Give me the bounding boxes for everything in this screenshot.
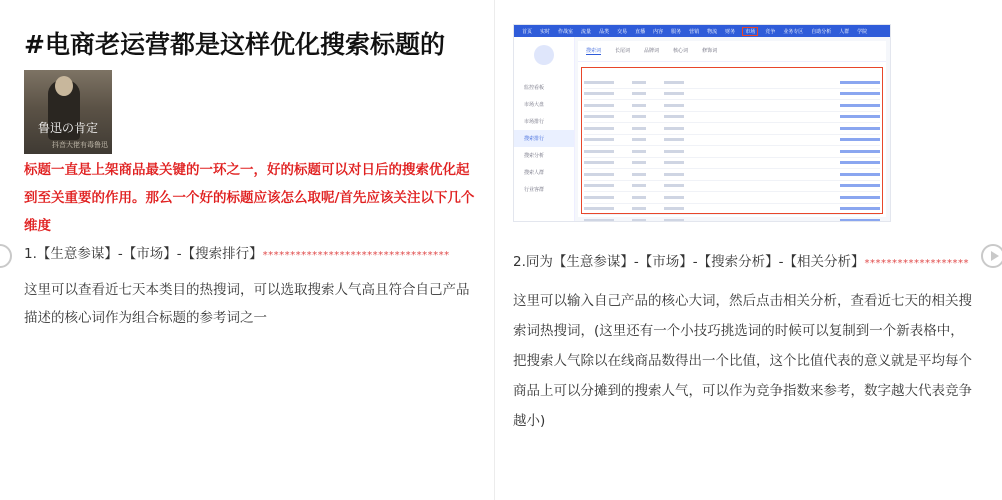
- nav-item: 实时: [540, 28, 551, 35]
- right-panel: [495, 0, 1002, 500]
- nav-item: 业务专区: [783, 28, 804, 35]
- nav-item: 流量: [581, 28, 592, 35]
- table-row: [584, 123, 880, 135]
- nav-item: 交易: [617, 28, 628, 35]
- screenshot-tab: 搜索词: [586, 48, 602, 54]
- side-item-active: 搜索排行: [514, 130, 574, 147]
- left-panel: [0, 0, 494, 500]
- step-1-label: 1.【生意参谋】-【市场】-【搜索排行】: [24, 246, 263, 262]
- screenshot-top-nav: [514, 25, 890, 37]
- table-row: [584, 181, 880, 193]
- nav-item: 作战室: [558, 28, 574, 35]
- thumbnail-watermark: 抖音大佬有毒鲁迅: [52, 141, 108, 149]
- thumbnail-head: [55, 76, 73, 96]
- table-row: [584, 192, 880, 204]
- nav-item: 物流: [707, 28, 718, 35]
- nav-item: 品类: [599, 28, 610, 35]
- side-item: 监控看板: [524, 85, 545, 91]
- screenshot-tab: 修饰词: [702, 48, 718, 54]
- nav-item: 内容: [653, 28, 664, 35]
- side-item: 市场排行: [524, 119, 545, 125]
- meme-thumbnail: [24, 70, 112, 154]
- table-row: [584, 169, 880, 181]
- table-row: [584, 204, 880, 216]
- step-2: [513, 248, 976, 278]
- step-1: [24, 240, 476, 270]
- nav-item: 服务: [671, 28, 682, 35]
- screenshot-tabs: [578, 41, 886, 62]
- table-row: [584, 215, 880, 222]
- nav-item: 竞争: [765, 28, 776, 35]
- table-row: [584, 112, 880, 124]
- nav-item: 人群: [839, 28, 850, 35]
- step-1-description: 这里可以查看近七天本类目的热搜词，可以选取搜索人气高且符合自己产品描述的核心词作为组合标题的参考词之一: [24, 282, 470, 326]
- table-row: [584, 146, 880, 158]
- nav-item: 财务: [725, 28, 736, 35]
- intro-highlight: 标题一直是上架商品最关键的一环之一，好的标题可以对日后的搜索优化起到至关重要的作用。那么一个好的标题应该怎么取呢/首先应该关注以下几个维度: [24, 162, 475, 234]
- chevron-right-icon[interactable]: [981, 244, 1002, 268]
- step-2-stars: *******************: [864, 258, 969, 269]
- screenshot-table: [584, 77, 880, 222]
- article-title: #电商老运营都是这样优化搜索标题的: [24, 30, 445, 59]
- nav-item: 营销: [689, 28, 700, 35]
- screenshot-tab: 长尾词: [615, 48, 631, 54]
- table-row: [584, 158, 880, 170]
- table-row: [584, 77, 880, 89]
- table-row: [584, 89, 880, 101]
- step-2-description: 这里可以输入自己产品的核心大词，然后点击相关分析，查看近七天的相关搜索词热搜词，(这里还有一个小技巧挑选词的时候可以复制到一个新表格中，把搜索人气除以在线商品数得出一个比值，这个比值代表的意义就是平均每个商品上可以分摊到的搜索人气，可以作为竞争指数来参考，数字越大代表竞争越小): [513, 293, 972, 429]
- table-row: [584, 135, 880, 147]
- nav-item: 首页: [522, 28, 533, 35]
- nav-item-active: 市场: [745, 28, 756, 35]
- step-2-label: 2.同为【生意参谋】-【市场】-【搜索分析】-【相关分析】: [513, 254, 865, 270]
- side-item: 市场大盘: [524, 102, 545, 108]
- step-1-stars: **********************************: [262, 250, 450, 261]
- nav-item: 自助分析: [811, 28, 832, 35]
- table-row: [584, 100, 880, 112]
- nav-item: 学院: [857, 28, 868, 35]
- thumbnail-caption: 鲁迅の肯定: [37, 121, 98, 135]
- nav-item: 直播: [635, 28, 646, 35]
- screenshot-tab: 品牌词: [644, 48, 660, 54]
- side-item: 搜索人群: [524, 170, 545, 176]
- tool-screenshot: [513, 24, 891, 222]
- screenshot-main: [578, 41, 886, 217]
- side-item: 行业客群: [524, 187, 545, 193]
- screenshot-sidebar: [514, 37, 575, 221]
- screenshot-logo: [534, 45, 554, 65]
- screenshot-tab: 核心词: [673, 48, 689, 54]
- side-item: 搜索分析: [524, 153, 545, 159]
